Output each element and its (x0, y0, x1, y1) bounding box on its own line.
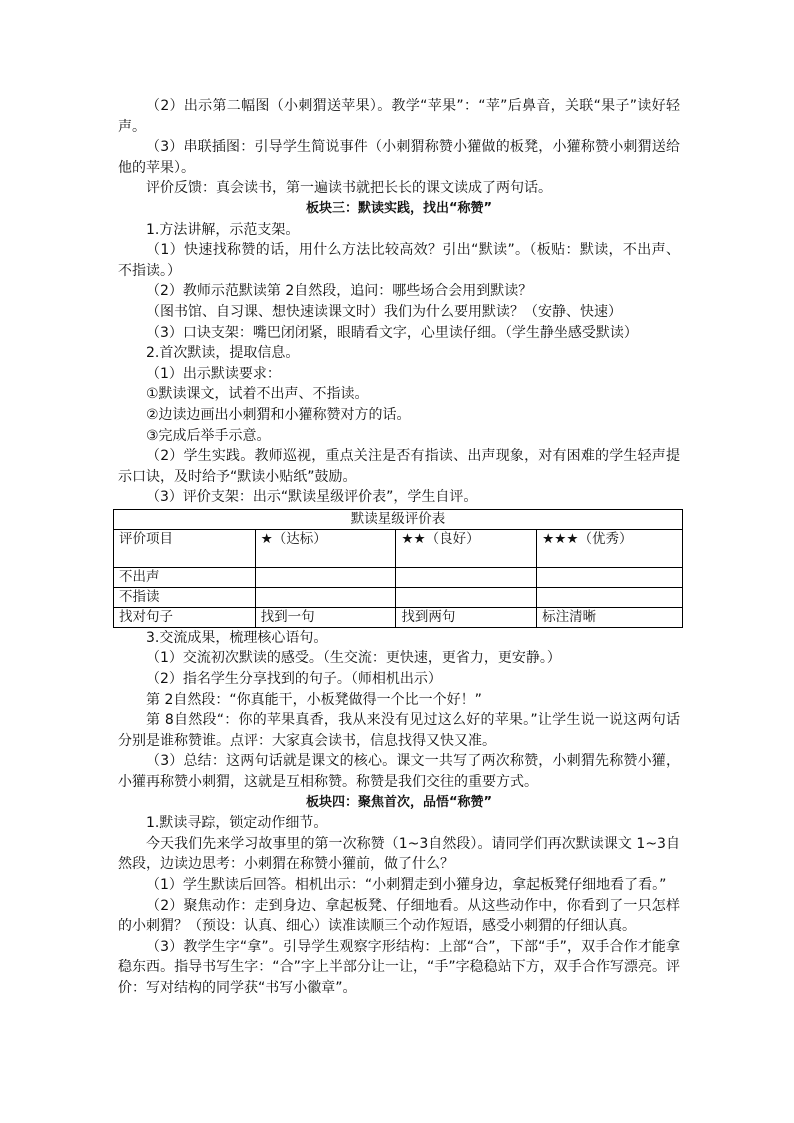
table-row (114, 587, 683, 607)
paragraph: 1.方法讲解，示范支架。 (146, 221, 300, 238)
list-item: ③完成后举手示意。 (146, 427, 271, 444)
table-cell (396, 567, 537, 587)
paragraph: （1）快速找称赞的话，用什么方法比较高效？引出“默读”。（板贴：默读，不出声、不指读。） (118, 242, 680, 279)
paragraph: （1）交流初次默读的感受。（生交流：更快速，更省力，更安静。） (146, 650, 561, 667)
evaluation-table (113, 509, 683, 628)
table-cell: 不出声 (114, 567, 256, 587)
table-cell (537, 587, 683, 607)
list-item: ②边读边画出小刺猬和小獾称赞对方的话。 (146, 406, 411, 423)
paragraph: （图书馆、自习课、想快速读课文时）我们为什么要用默读？（安静、快速） (146, 303, 622, 320)
table-cell (537, 567, 683, 587)
paragraph: （3）总结：这两句话就是课文的核心。课文一共写了两次称赞，小刺猬先称赞小獾，小獾再称赞小刺猬，这就是互相称赞。称赞是我们交往的重要方式。 (118, 753, 680, 791)
paragraph: 2.首次默读，提取信息。 (146, 345, 300, 362)
paragraph: （2）学生实践。教师巡视，重点关注是否有指读、出声现象，对有困难的学生轻声提示口诀，及时给予“默读小贴纸”鼓励。 (118, 448, 680, 485)
list-item: ①默读课文，试着不出声、不指读。 (146, 386, 369, 403)
paragraph: 第 8自然段“：你的苹果真香，我从来没有见过这么好的苹果。”让学生说一说这两句话分别是谁称赞谁。点评：大家真会读书，信息找得又快又准。 (118, 712, 680, 749)
table-header-cell: ★★★（优秀） (537, 529, 683, 567)
table-cell: 找到一句 (255, 607, 396, 627)
paragraph: 第 2自然段：“你真能干，小板凳做得一个比一个好！” (146, 691, 482, 708)
paragraph: 3.交流成果，梳理核心语句。 (146, 629, 328, 646)
paragraph: （2）出示第二幅图（小刺猬送苹果）。教学“苹果”：“苹”后鼻音，关联“果子”读好轻声。 (118, 98, 680, 135)
paragraph: （2）指名学生分享找到的句子。（师相机出示） (146, 671, 442, 688)
paragraph: （1）出示默读要求： (146, 365, 281, 382)
paragraph: 评价反馈：真会读书，第一遍读书就把长长的课文读成了两句话。 (146, 180, 552, 197)
table-header-cell: ★（达标） (255, 529, 396, 567)
table-title: 默读星级评价表 (114, 509, 683, 529)
paragraph: 今天我们先来学习故事里的第一次称赞（1~3自然段）。请同学们再次默读课文 1~3自然段，边读边思考：小刺猬在称赞小獾前，做了什么？ (118, 835, 680, 873)
paragraph: （2）教师示范默读第 2自然段，追问：哪些场合会用到默读？ (146, 283, 533, 300)
paragraph: （1）学生默读后回答。相机出示：“小刺猬走到小獾身边，拿起板凳仔细地看了看。” (146, 877, 667, 893)
table-cell: 不指读 (114, 587, 256, 607)
table-cell: 找到两句 (396, 607, 537, 627)
table-cell: 找对句子 (114, 607, 256, 627)
paragraph: （3）口诀支架：嘴巴闭闭紧，眼睛看文字，心里读仔细。（学生静坐感受默读） (146, 324, 638, 341)
paragraph: （3）串联插图：引导学生简说事件（小刺猬称赞小獾做的板凳，小獾称赞小刺猬送给他的苹果）。 (118, 139, 680, 176)
table-cell (255, 587, 396, 607)
table-row (114, 607, 683, 627)
section-title: 板块三：默读实践，找出“称赞” (305, 200, 493, 216)
table-header-cell: 评价项目 (114, 529, 256, 567)
table-cell (255, 567, 396, 587)
paragraph: （3）评价支架：出示“默读星级评价表”，学生自评。 (146, 489, 478, 506)
document-body (118, 96, 680, 999)
paragraph: 1.默读寻踪，锁定动作细节。 (146, 815, 328, 832)
table-cell (396, 587, 537, 607)
table-row (114, 567, 683, 587)
paragraph: （2）聚焦动作：走到身边、拿起板凳、仔细地看。从这些动作中，你看到了一只怎样的小刺猬？（预设：认真、细心）读准读顺三个动作短语，感受小刺猬的仔细认真。 (118, 897, 680, 935)
paragraph: （3）教学生字“拿”。引导学生观察字形结构：上部“合”，下部“手”，双手合作才能拿稳东西。指导书写生字：“合”字上半部分让一让，“手”字稳稳站下方，双手合作写漂亮。评价：写对结构的同学获“书写小徽章”。 (118, 938, 680, 996)
section-title: 板块四：聚焦首次，品悟“称赞” (305, 794, 493, 810)
table-header-cell: ★★（良好） (396, 529, 537, 567)
table-cell: 标注清晰 (537, 607, 683, 627)
